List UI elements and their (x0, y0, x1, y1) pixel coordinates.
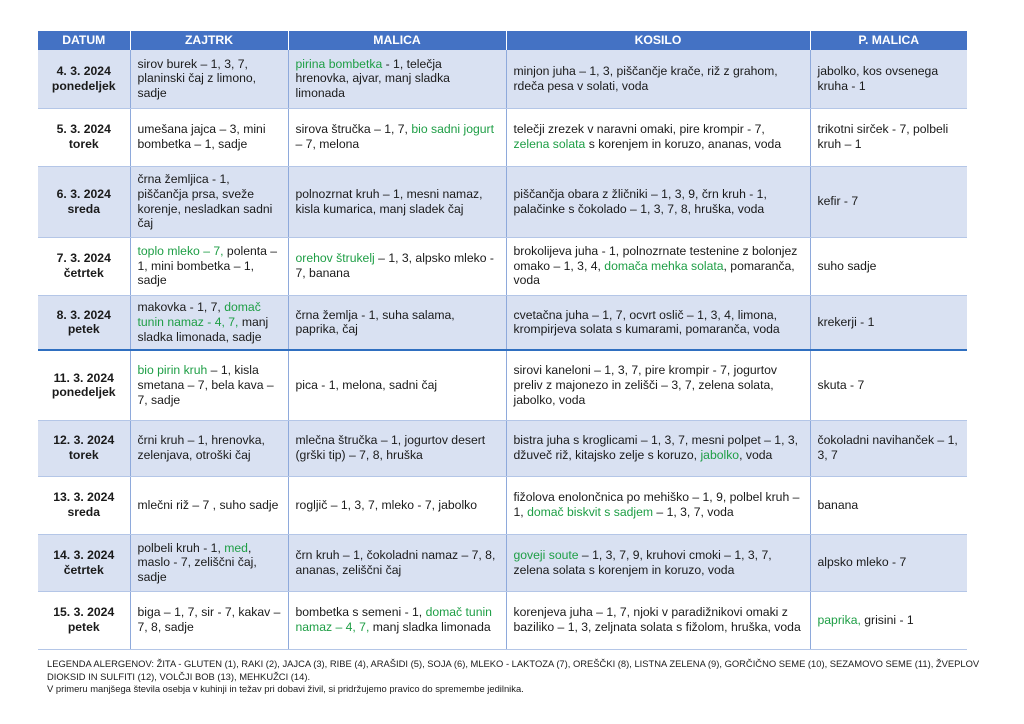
menu-text: bistra juha s kroglicami – 1, 3, 7, mesni polpet – 1, 3, džuveč riž, kitajsko zelje s koruzo, (513, 433, 799, 462)
date-cell (38, 237, 130, 295)
meal-cell-p-malica (810, 534, 967, 591)
menu-table (38, 31, 967, 650)
menu-text: – 1, kisla smetana – 7, bela kava – 7, sadje (137, 363, 274, 407)
meal-cell-zajtrk (130, 108, 288, 166)
meal-cell-malica (288, 108, 506, 166)
meal-cell-malica (288, 591, 506, 649)
table-row (38, 50, 967, 108)
meal-cell-zajtrk (130, 50, 288, 108)
menu-text: sirov burek – 1, 3, 7, planinski čaj z limono, sadje (137, 56, 257, 101)
meal-cell-zajtrk (130, 295, 288, 350)
menu-text: pica - 1, melona, sadni čaj (295, 377, 438, 392)
menu-text: črna žemlja - 1, suha salama, paprika, čaj (295, 307, 455, 337)
table-row (38, 350, 967, 420)
weekday-text: torek (68, 137, 99, 151)
date-cell (38, 108, 130, 166)
date-text: 5. 3. 2024 (56, 122, 111, 137)
menu-text: rogljič – 1, 3, 7, mleko - 7, jabolko (295, 497, 478, 512)
meal-cell-zajtrk (130, 476, 288, 534)
menu-text: , voda (739, 448, 773, 462)
highlighted-menu-text: paprika, (817, 612, 861, 627)
table-row (38, 237, 967, 295)
meal-cell-malica (288, 420, 506, 476)
highlighted-menu-text: domača mehka solata (604, 258, 724, 273)
meal-cell-malica (288, 237, 506, 295)
highlighted-menu-text: med (224, 540, 248, 555)
menu-text: jabolko, kos ovsenega kruha - 1 (817, 64, 939, 93)
table-row (38, 534, 967, 591)
date-text: 7. 3. 2024 (56, 251, 111, 266)
menu-text: s korenjem in koruzo, ananas, voda (585, 137, 782, 151)
menu-text: črn kruh – 1, čokoladni namaz – 7, 8, ananas, zeliščni čaj (295, 547, 496, 577)
menu-text: polenta – 1, mini bombetka – 1, sadje (137, 244, 278, 288)
menu-text: korenjeva juha – 1, 7, njoki v paradižnikovi omaki z baziliko – 1, 3, zeljnata solata s fižolom, hruška, voda (513, 605, 801, 634)
column-header-datum: DATUM (38, 31, 130, 50)
menu-text: brokolijeva juha - 1, polnozrnate testenine z bolonjez omako – 1, 3, 4, (513, 244, 798, 273)
date-cell (38, 534, 130, 591)
meal-cell-zajtrk (130, 591, 288, 649)
meal-cell-malica (288, 50, 506, 108)
highlighted-menu-text: bio pirin kruh (137, 363, 208, 378)
highlighted-menu-text: pirina bombetka (295, 56, 383, 71)
menu-text: alpsko mleko - 7 (817, 555, 907, 570)
table-row (38, 108, 967, 166)
highlighted-menu-text: orehov štrukelj (295, 251, 375, 266)
meal-cell-zajtrk (130, 534, 288, 591)
menu-text: - 1, telečja hrenovka, ajvar, manj sladka limonada (295, 56, 450, 101)
menu-text: polbeli kruh - 1, (137, 540, 225, 555)
menu-text: , pomaranča, voda (513, 258, 795, 288)
menu-text: makovka - 1, 7, (137, 300, 225, 315)
meal-cell-kosilo (506, 476, 810, 534)
menu-change-note: V primeru manjšega števila osebja v kuhinji in težav pri dobavi živil, si pridržujemo pravico do spremembe jedilnika. (47, 683, 524, 695)
date-text: 14. 3. 2024 (53, 547, 115, 562)
meal-cell-zajtrk (130, 420, 288, 476)
meal-cell-kosilo (506, 420, 810, 476)
table-row (38, 476, 967, 534)
menu-text: bombetka s semeni - 1, (295, 605, 426, 620)
highlighted-menu-text: goveji soute (513, 547, 579, 562)
menu-body (38, 50, 967, 649)
date-cell (38, 420, 130, 476)
highlighted-menu-text: jabolko (700, 448, 740, 462)
menu-text: minjon juha – 1, 3, piščančje krače, riž z grahom, rdeča pesa v solati, voda (513, 64, 778, 93)
meal-cell-malica (288, 350, 506, 420)
menu-text: manj sladka limonada, sadje (137, 314, 269, 344)
meal-cell-p-malica (810, 108, 967, 166)
meal-cell-kosilo (506, 295, 810, 350)
weekday-text: petek (67, 620, 100, 634)
highlighted-menu-text: domač biskvit s sadjem (527, 505, 654, 519)
legend (47, 658, 987, 696)
meal-cell-p-malica (810, 420, 967, 476)
table-row (38, 420, 967, 476)
column-header-kosilo: KOSILO (506, 31, 810, 50)
weekday-text: torek (68, 448, 99, 462)
table-row (38, 166, 967, 237)
meal-cell-kosilo (506, 591, 810, 649)
menu-text: – 1, 3, 7, 9, kruhovi cmoki – 1, 3, 7, zelena solata s korenjem in koruzo, voda (513, 547, 772, 577)
meal-cell-kosilo (506, 50, 810, 108)
weekday-text: sreda (67, 505, 101, 519)
meal-cell-p-malica (810, 591, 967, 649)
meal-cell-malica (288, 534, 506, 591)
menu-text: čokoladni navihanček – 1, 3, 7 (817, 433, 958, 462)
table-row (38, 295, 967, 350)
menu-text: mlečni riž – 7 , suho sadje (137, 497, 279, 512)
date-cell (38, 295, 130, 350)
menu-text: umešana jajca – 3, mini bombetka – 1, sadje (137, 122, 266, 151)
column-header-zajtrk: ZAJTRK (130, 31, 288, 50)
menu-text: trikotni sirček - 7, polbeli kruh – 1 (817, 122, 949, 151)
date-text: 15. 3. 2024 (53, 605, 115, 620)
weekday-text: ponedeljek (51, 78, 116, 93)
date-cell (38, 476, 130, 534)
meal-cell-zajtrk (130, 237, 288, 295)
highlighted-menu-text: zelena solata (513, 137, 586, 151)
column-header-malica: MALICA (288, 31, 506, 50)
meal-cell-p-malica (810, 476, 967, 534)
allergen-legend: LEGENDA ALERGENOV: ŽITA - GLUTEN (1), RAKI (2), JAJCA (3), RIBE (4), ARAŠIDI (5), SOJA (6), MLEKO - LAKTOZA (7), OREŠČKI (8), LISTNA ZELENA (9), GORČIČNO SEME (10), SEZAMOVO SEME (11), ŽVEPLOV DIOKSID IN SULFITI (12), VOLČJI BOB (13), MEHKUŽCI (14). (47, 658, 980, 682)
menu-text: biga – 1, 7, sir - 7, kakav – 7, 8, sadje (137, 605, 281, 634)
meal-cell-p-malica (810, 166, 967, 237)
meal-cell-p-malica (810, 237, 967, 295)
meal-cell-kosilo (506, 534, 810, 591)
date-cell (38, 166, 130, 237)
date-cell (38, 591, 130, 649)
meal-cell-malica (288, 166, 506, 237)
menu-text: krekerji - 1 (817, 314, 875, 329)
menu-text: polnozrnat kruh – 1, mesni namaz, kisla kumarica, manj sladek čaj (295, 186, 483, 216)
menu-text: suho sadje (817, 258, 877, 273)
highlighted-menu-text: toplo mleko – 7, (137, 244, 224, 259)
meal-cell-kosilo (506, 166, 810, 237)
menu-text: manj sladka limonada (369, 620, 491, 634)
menu-text: – 7, melona (295, 137, 360, 151)
menu-text: sirova štručka – 1, 7, (295, 122, 412, 137)
meal-cell-malica (288, 295, 506, 350)
date-text: 11. 3. 2024 (53, 370, 114, 385)
meal-cell-zajtrk (130, 166, 288, 237)
menu-text: telečji zrezek v naravni omaki, pire krompir - 7, (513, 122, 765, 137)
meal-cell-p-malica (810, 350, 967, 420)
menu-text: piščančja obara z žličniki – 1, 3, 9, črn kruh - 1, palačinke s čokolado – 1, 3, 7, 8, hruška, voda (513, 186, 767, 216)
date-text: 4. 3. 2024 (56, 64, 111, 79)
menu-text: mlečna štručka – 1, jogurtov desert (grški tip) – 7, 8, hruška (295, 433, 486, 462)
meal-cell-kosilo (506, 350, 810, 420)
menu-text: črna žemljica - 1, piščančja prsa, sveže korenje, nesladkan sadni čaj (137, 172, 273, 231)
menu-text: kefir - 7 (817, 194, 859, 209)
weekday-text: četrtek (63, 562, 104, 577)
date-text: 8. 3. 2024 (56, 307, 111, 322)
date-text: 12. 3. 2024 (53, 433, 115, 448)
date-text: 13. 3. 2024 (53, 490, 115, 505)
weekday-text: ponedeljek (51, 385, 116, 400)
menu-text: sirovi kaneloni – 1, 3, 7, pire krompir - 7, jogurtov preliv z majonezo in zelišči – 3, 7, zelena solata, jabolko, voda (513, 363, 778, 407)
menu-text: črni kruh – 1, hrenovka, zelenjava, otroški čaj (137, 433, 265, 462)
menu-text: fižolova enolončnica po mehiško – 1, 9, polbel kruh – 1, (513, 490, 800, 519)
highlighted-menu-text: bio sadni jogurt (411, 122, 495, 137)
meal-cell-kosilo (506, 108, 810, 166)
table-row (38, 591, 967, 649)
meal-cell-kosilo (506, 237, 810, 295)
weekday-text: sreda (67, 201, 101, 216)
meal-cell-p-malica (810, 295, 967, 350)
date-text: 6. 3. 2024 (56, 186, 111, 201)
menu-text: – 1, 3, alpsko mleko - 7, banana (295, 251, 494, 280)
date-cell (38, 50, 130, 108)
menu-text: – 1, 3, 7, voda (653, 505, 734, 519)
highlighted-menu-text: domač tunin namaz – 4, 7, (295, 605, 492, 634)
column-header-p-malica: P. MALICA (810, 31, 967, 50)
meal-cell-zajtrk (130, 350, 288, 420)
date-cell (38, 350, 130, 420)
meal-cell-malica (288, 476, 506, 534)
meal-cell-p-malica (810, 50, 967, 108)
header-row (38, 31, 967, 50)
weekday-text: četrtek (63, 266, 104, 280)
menu-text: banana (817, 497, 859, 512)
menu-text: , maslo - 7, zeliščni čaj, sadje (137, 540, 257, 584)
menu-text: cvetačna juha – 1, 7, ocvrt oslič – 1, 3, 4, limona, krompirjeva solata s kumarami, pomaranča, voda (513, 307, 780, 337)
menu-text: skuta - 7 (817, 377, 865, 392)
weekday-text: petek (67, 322, 100, 337)
highlighted-menu-text: domač tunin namaz - 4, 7, (137, 300, 261, 329)
menu-text: grisini - 1 (860, 612, 914, 627)
